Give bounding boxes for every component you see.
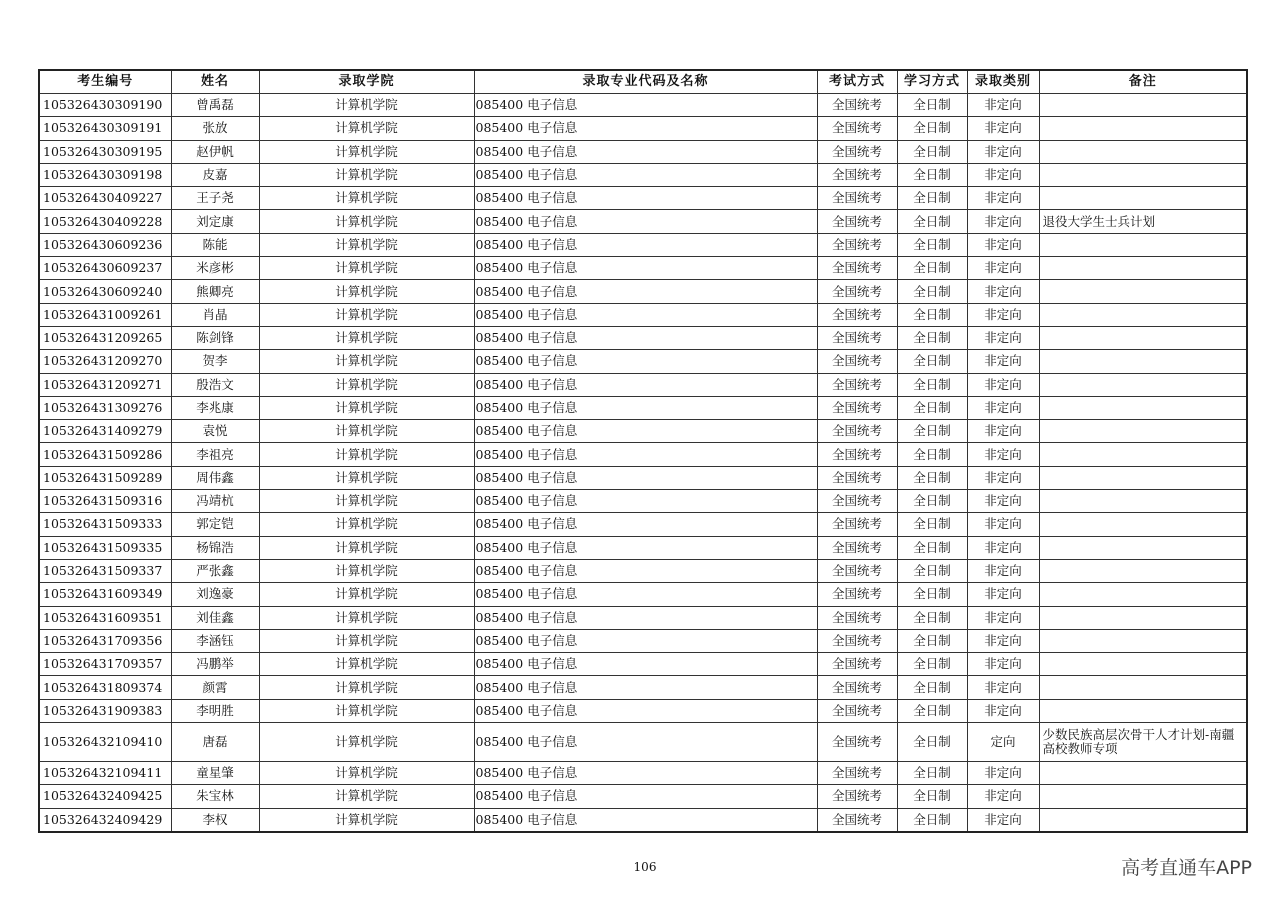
cell-major: 085400 电子信息: [474, 210, 817, 233]
cell-major: 085400 电子信息: [474, 490, 817, 513]
cell-major: 085400 电子信息: [474, 94, 817, 117]
cell-exam: 全国统考: [817, 723, 897, 762]
column-header: 录取类别: [967, 70, 1039, 94]
cell-category: 非定向: [967, 699, 1039, 722]
watermark-text: 高考直通车APP: [1121, 857, 1252, 879]
cell-note: [1039, 536, 1247, 559]
table-header-row: [39, 70, 1247, 94]
cell-exam: 全国统考: [817, 280, 897, 303]
cell-major: 085400 电子信息: [474, 583, 817, 606]
cell-note: [1039, 606, 1247, 629]
cell-study: 全日制: [897, 536, 967, 559]
cell-college: 计算机学院: [259, 629, 474, 652]
cell-exam: 全国统考: [817, 117, 897, 140]
cell-category: 非定向: [967, 373, 1039, 396]
cell-name: 袁悦: [171, 420, 259, 443]
cell-category: 非定向: [967, 513, 1039, 536]
cell-id: 105326431009261: [39, 303, 171, 326]
cell-name: 李涵钰: [171, 629, 259, 652]
cell-exam: 全国统考: [817, 326, 897, 349]
cell-exam: 全国统考: [817, 140, 897, 163]
cell-study: 全日制: [897, 785, 967, 808]
cell-note: [1039, 163, 1247, 186]
cell-name: 刘佳鑫: [171, 606, 259, 629]
cell-note: [1039, 94, 1247, 117]
cell-major: 085400 电子信息: [474, 606, 817, 629]
cell-name: 米彦彬: [171, 257, 259, 280]
cell-major: 085400 电子信息: [474, 653, 817, 676]
cell-note: [1039, 326, 1247, 349]
cell-note: [1039, 396, 1247, 419]
table-row: [39, 466, 1247, 489]
cell-name: 陈剑锋: [171, 326, 259, 349]
cell-college: 计算机学院: [259, 583, 474, 606]
cell-id: 105326430609236: [39, 233, 171, 256]
cell-category: 非定向: [967, 653, 1039, 676]
cell-exam: 全国统考: [817, 536, 897, 559]
cell-category: 非定向: [967, 326, 1039, 349]
cell-id: 105326431709357: [39, 653, 171, 676]
cell-name: 王子尧: [171, 187, 259, 210]
cell-id: 105326431209265: [39, 326, 171, 349]
table-row: [39, 629, 1247, 652]
cell-id: 105326431509335: [39, 536, 171, 559]
cell-category: 非定向: [967, 420, 1039, 443]
cell-college: 计算机学院: [259, 94, 474, 117]
cell-name: 朱宝林: [171, 785, 259, 808]
cell-study: 全日制: [897, 373, 967, 396]
cell-id: 105326431509337: [39, 559, 171, 582]
cell-major: 085400 电子信息: [474, 808, 817, 832]
cell-exam: 全国统考: [817, 583, 897, 606]
cell-study: 全日制: [897, 396, 967, 419]
cell-category: 非定向: [967, 210, 1039, 233]
cell-exam: 全国统考: [817, 373, 897, 396]
cell-college: 计算机学院: [259, 676, 474, 699]
cell-name: 童星肇: [171, 762, 259, 785]
table-row: [39, 490, 1247, 513]
cell-exam: 全国统考: [817, 163, 897, 186]
cell-study: 全日制: [897, 233, 967, 256]
table-row: [39, 513, 1247, 536]
table-row: [39, 396, 1247, 419]
cell-exam: 全国统考: [817, 559, 897, 582]
cell-major: 085400 电子信息: [474, 326, 817, 349]
cell-major: 085400 电子信息: [474, 443, 817, 466]
cell-college: 计算机学院: [259, 257, 474, 280]
cell-exam: 全国统考: [817, 303, 897, 326]
table-row: [39, 653, 1247, 676]
table-row: [39, 373, 1247, 396]
cell-study: 全日制: [897, 303, 967, 326]
cell-college: 计算机学院: [259, 117, 474, 140]
cell-study: 全日制: [897, 490, 967, 513]
cell-note: 退役大学生士兵计划: [1039, 210, 1247, 233]
cell-college: 计算机学院: [259, 326, 474, 349]
cell-college: 计算机学院: [259, 187, 474, 210]
column-header: 姓名: [171, 70, 259, 94]
cell-name: 贺李: [171, 350, 259, 373]
cell-category: 非定向: [967, 350, 1039, 373]
cell-exam: 全国统考: [817, 420, 897, 443]
cell-major: 085400 电子信息: [474, 257, 817, 280]
column-header: 录取专业代码及名称: [474, 70, 817, 94]
cell-study: 全日制: [897, 583, 967, 606]
cell-study: 全日制: [897, 350, 967, 373]
cell-category: 非定向: [967, 559, 1039, 582]
cell-category: 非定向: [967, 396, 1039, 419]
cell-note: [1039, 653, 1247, 676]
cell-college: 计算机学院: [259, 303, 474, 326]
cell-note: [1039, 257, 1247, 280]
table-row: [39, 163, 1247, 186]
cell-college: 计算机学院: [259, 140, 474, 163]
cell-note: [1039, 762, 1247, 785]
cell-college: 计算机学院: [259, 785, 474, 808]
cell-study: 全日制: [897, 94, 967, 117]
cell-note: [1039, 513, 1247, 536]
cell-study: 全日制: [897, 140, 967, 163]
cell-exam: 全国统考: [817, 629, 897, 652]
cell-study: 全日制: [897, 117, 967, 140]
cell-id: 105326430609237: [39, 257, 171, 280]
cell-category: 非定向: [967, 785, 1039, 808]
table-row: [39, 233, 1247, 256]
cell-exam: 全国统考: [817, 490, 897, 513]
cell-college: 计算机学院: [259, 373, 474, 396]
cell-college: 计算机学院: [259, 513, 474, 536]
table-row: [39, 187, 1247, 210]
cell-study: 全日制: [897, 723, 967, 762]
cell-college: 计算机学院: [259, 536, 474, 559]
cell-major: 085400 电子信息: [474, 420, 817, 443]
cell-exam: 全国统考: [817, 443, 897, 466]
cell-note: [1039, 466, 1247, 489]
cell-name: 赵伊帆: [171, 140, 259, 163]
cell-study: 全日制: [897, 420, 967, 443]
cell-study: 全日制: [897, 210, 967, 233]
cell-college: 计算机学院: [259, 723, 474, 762]
cell-category: 非定向: [967, 257, 1039, 280]
table-row: [39, 443, 1247, 466]
cell-name: 冯鹏举: [171, 653, 259, 676]
cell-exam: 全国统考: [817, 210, 897, 233]
cell-exam: 全国统考: [817, 466, 897, 489]
table-row: [39, 723, 1247, 762]
cell-category: 非定向: [967, 117, 1039, 140]
cell-note: [1039, 559, 1247, 582]
cell-name: 皮嘉: [171, 163, 259, 186]
cell-study: 全日制: [897, 513, 967, 536]
cell-id: 105326432109411: [39, 762, 171, 785]
cell-study: 全日制: [897, 466, 967, 489]
cell-name: 郭定铠: [171, 513, 259, 536]
cell-name: 李权: [171, 808, 259, 832]
cell-name: 李兆康: [171, 396, 259, 419]
cell-name: 熊卿亮: [171, 280, 259, 303]
cell-id: 105326431209271: [39, 373, 171, 396]
cell-major: 085400 电子信息: [474, 513, 817, 536]
cell-college: 计算机学院: [259, 350, 474, 373]
cell-college: 计算机学院: [259, 233, 474, 256]
cell-note: [1039, 629, 1247, 652]
cell-note: [1039, 583, 1247, 606]
table-body: [39, 94, 1247, 832]
cell-study: 全日制: [897, 326, 967, 349]
cell-study: 全日制: [897, 559, 967, 582]
cell-note: [1039, 117, 1247, 140]
cell-name: 颜霄: [171, 676, 259, 699]
cell-name: 殷浩文: [171, 373, 259, 396]
cell-name: 张放: [171, 117, 259, 140]
cell-exam: 全国统考: [817, 762, 897, 785]
table-row: [39, 280, 1247, 303]
cell-category: 非定向: [967, 583, 1039, 606]
cell-id: 105326431309276: [39, 396, 171, 419]
cell-category: 非定向: [967, 280, 1039, 303]
column-header: 考试方式: [817, 70, 897, 94]
cell-id: 105326431609349: [39, 583, 171, 606]
cell-id: 105326431509286: [39, 443, 171, 466]
cell-category: 非定向: [967, 140, 1039, 163]
table-row: [39, 257, 1247, 280]
cell-college: 计算机学院: [259, 699, 474, 722]
cell-study: 全日制: [897, 257, 967, 280]
cell-note: [1039, 280, 1247, 303]
cell-study: 全日制: [897, 676, 967, 699]
cell-study: 全日制: [897, 443, 967, 466]
cell-id: 105326430609240: [39, 280, 171, 303]
cell-id: 105326431509289: [39, 466, 171, 489]
cell-id: 105326430309195: [39, 140, 171, 163]
cell-major: 085400 电子信息: [474, 676, 817, 699]
cell-name: 严张鑫: [171, 559, 259, 582]
cell-exam: 全国统考: [817, 94, 897, 117]
cell-category: 定向: [967, 723, 1039, 762]
cell-major: 085400 电子信息: [474, 280, 817, 303]
cell-name: 唐磊: [171, 723, 259, 762]
cell-study: 全日制: [897, 699, 967, 722]
cell-study: 全日制: [897, 762, 967, 785]
cell-id: 105326430309191: [39, 117, 171, 140]
table-row: [39, 676, 1247, 699]
cell-category: 非定向: [967, 466, 1039, 489]
table-row: [39, 699, 1247, 722]
cell-id: 105326431509333: [39, 513, 171, 536]
cell-note: [1039, 140, 1247, 163]
cell-note: [1039, 233, 1247, 256]
cell-major: 085400 电子信息: [474, 559, 817, 582]
cell-exam: 全国统考: [817, 396, 897, 419]
cell-college: 计算机学院: [259, 163, 474, 186]
cell-note: [1039, 350, 1247, 373]
cell-college: 计算机学院: [259, 606, 474, 629]
cell-id: 105326431509316: [39, 490, 171, 513]
table-row: [39, 785, 1247, 808]
cell-major: 085400 电子信息: [474, 350, 817, 373]
cell-note: [1039, 676, 1247, 699]
cell-major: 085400 电子信息: [474, 723, 817, 762]
cell-major: 085400 电子信息: [474, 117, 817, 140]
column-header: 学习方式: [897, 70, 967, 94]
cell-note: [1039, 808, 1247, 832]
cell-study: 全日制: [897, 653, 967, 676]
cell-major: 085400 电子信息: [474, 466, 817, 489]
cell-category: 非定向: [967, 187, 1039, 210]
admission-table: [38, 69, 1248, 833]
cell-study: 全日制: [897, 629, 967, 652]
cell-exam: 全国统考: [817, 699, 897, 722]
cell-name: 周伟鑫: [171, 466, 259, 489]
cell-college: 计算机学院: [259, 420, 474, 443]
cell-id: 105326432409425: [39, 785, 171, 808]
cell-major: 085400 电子信息: [474, 699, 817, 722]
cell-name: 陈能: [171, 233, 259, 256]
cell-id: 105326431609351: [39, 606, 171, 629]
cell-college: 计算机学院: [259, 762, 474, 785]
cell-note: [1039, 187, 1247, 210]
cell-exam: 全国统考: [817, 513, 897, 536]
cell-id: 105326432409429: [39, 808, 171, 832]
table-row: [39, 808, 1247, 832]
cell-college: 计算机学院: [259, 466, 474, 489]
cell-name: 杨锦浩: [171, 536, 259, 559]
cell-exam: 全国统考: [817, 233, 897, 256]
cell-college: 计算机学院: [259, 808, 474, 832]
cell-id: 105326430309198: [39, 163, 171, 186]
table-row: [39, 117, 1247, 140]
cell-id: 105326430309190: [39, 94, 171, 117]
cell-note: [1039, 303, 1247, 326]
table-row: [39, 606, 1247, 629]
cell-category: 非定向: [967, 629, 1039, 652]
cell-note: [1039, 785, 1247, 808]
cell-college: 计算机学院: [259, 396, 474, 419]
cell-note: 少数民族高层次骨干人才计划-南疆高校教师专项: [1039, 723, 1247, 762]
cell-name: 刘定康: [171, 210, 259, 233]
cell-exam: 全国统考: [817, 676, 897, 699]
cell-id: 105326432109410: [39, 723, 171, 762]
column-header: 备注: [1039, 70, 1247, 94]
cell-id: 105326431909383: [39, 699, 171, 722]
cell-id: 105326431709356: [39, 629, 171, 652]
cell-id: 105326430409228: [39, 210, 171, 233]
cell-note: [1039, 443, 1247, 466]
table-row: [39, 303, 1247, 326]
cell-college: 计算机学院: [259, 280, 474, 303]
cell-exam: 全国统考: [817, 653, 897, 676]
cell-category: 非定向: [967, 490, 1039, 513]
cell-note: [1039, 699, 1247, 722]
cell-exam: 全国统考: [817, 257, 897, 280]
cell-name: 刘逸豪: [171, 583, 259, 606]
cell-major: 085400 电子信息: [474, 762, 817, 785]
cell-name: 冯靖杭: [171, 490, 259, 513]
cell-category: 非定向: [967, 303, 1039, 326]
cell-category: 非定向: [967, 163, 1039, 186]
cell-study: 全日制: [897, 187, 967, 210]
cell-name: 肖晶: [171, 303, 259, 326]
cell-exam: 全国统考: [817, 808, 897, 832]
column-header: 考生编号: [39, 70, 171, 94]
cell-college: 计算机学院: [259, 210, 474, 233]
cell-id: 105326431209270: [39, 350, 171, 373]
cell-id: 105326431409279: [39, 420, 171, 443]
table-row: [39, 762, 1247, 785]
column-header: 录取学院: [259, 70, 474, 94]
cell-category: 非定向: [967, 536, 1039, 559]
cell-id: 105326430409227: [39, 187, 171, 210]
cell-name: 曾禹磊: [171, 94, 259, 117]
cell-exam: 全国统考: [817, 187, 897, 210]
cell-exam: 全国统考: [817, 350, 897, 373]
cell-note: [1039, 490, 1247, 513]
table-row: [39, 583, 1247, 606]
cell-study: 全日制: [897, 606, 967, 629]
cell-major: 085400 电子信息: [474, 785, 817, 808]
cell-category: 非定向: [967, 676, 1039, 699]
cell-major: 085400 电子信息: [474, 163, 817, 186]
cell-exam: 全国统考: [817, 606, 897, 629]
cell-college: 计算机学院: [259, 490, 474, 513]
table-row: [39, 559, 1247, 582]
table-row: [39, 326, 1247, 349]
cell-study: 全日制: [897, 808, 967, 832]
cell-major: 085400 电子信息: [474, 233, 817, 256]
cell-college: 计算机学院: [259, 443, 474, 466]
cell-major: 085400 电子信息: [474, 140, 817, 163]
cell-category: 非定向: [967, 606, 1039, 629]
table-row: [39, 140, 1247, 163]
cell-college: 计算机学院: [259, 559, 474, 582]
cell-id: 105326431809374: [39, 676, 171, 699]
table-row: [39, 210, 1247, 233]
cell-category: 非定向: [967, 94, 1039, 117]
cell-category: 非定向: [967, 443, 1039, 466]
cell-major: 085400 电子信息: [474, 187, 817, 210]
cell-major: 085400 电子信息: [474, 396, 817, 419]
cell-category: 非定向: [967, 762, 1039, 785]
cell-college: 计算机学院: [259, 653, 474, 676]
cell-note: [1039, 373, 1247, 396]
table-row: [39, 420, 1247, 443]
cell-major: 085400 电子信息: [474, 373, 817, 396]
table-row: [39, 536, 1247, 559]
cell-category: 非定向: [967, 808, 1039, 832]
cell-category: 非定向: [967, 233, 1039, 256]
cell-study: 全日制: [897, 163, 967, 186]
table-row: [39, 350, 1247, 373]
cell-study: 全日制: [897, 280, 967, 303]
cell-note: [1039, 420, 1247, 443]
cell-major: 085400 电子信息: [474, 629, 817, 652]
cell-name: 李祖亮: [171, 443, 259, 466]
table-row: [39, 94, 1247, 117]
cell-major: 085400 电子信息: [474, 303, 817, 326]
page-number: 106: [633, 860, 657, 874]
cell-major: 085400 电子信息: [474, 536, 817, 559]
cell-exam: 全国统考: [817, 785, 897, 808]
cell-name: 李明胜: [171, 699, 259, 722]
